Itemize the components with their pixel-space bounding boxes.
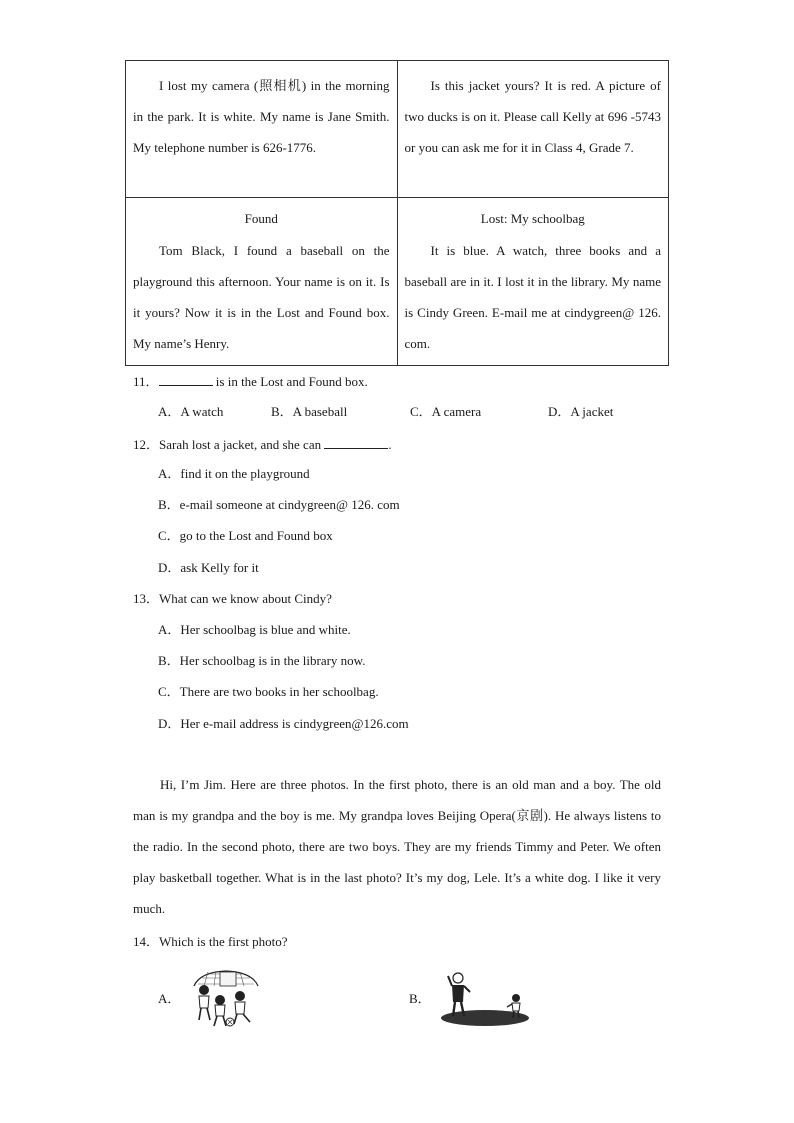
q14-option-a-label[interactable]: A． — [158, 991, 181, 1006]
question-text: What can we know about Cindy? — [159, 591, 332, 606]
question-number: 12． — [133, 437, 160, 452]
q13-option-b[interactable]: B．Her schoolbag is in the library now. — [158, 653, 366, 668]
notice-heading: Found — [244, 211, 278, 226]
notice-found-baseball — [126, 198, 398, 366]
notice-heading: Lost: My schoolbag — [480, 211, 585, 226]
question-number: 14． — [133, 934, 160, 949]
question-number: 13． — [133, 591, 160, 606]
notice-found-jacket — [397, 61, 669, 198]
reading-passage: Hi, I’m Jim. Here are three photos. In the first photo, there is an old man and a boy. The old man is my grandpa and the boy is me. My grandpa loves Beijing Opera(京剧). He always listens to the radio. In the second photo, there are two boys. They are my friends Timmy and Peter. We often play basketball together. What is in the last photo? It’s my dog, Lele. It’s a white dog. I like it very much. — [133, 777, 661, 916]
q11-option-b[interactable]: B．A baseball — [271, 404, 348, 419]
question-14 — [133, 933, 288, 951]
q12-option-d[interactable]: D．ask Kelly for it — [158, 560, 259, 575]
notice-text: I lost my camera (照相机) in the morning in the park. It is white. My name is Jane Smith. My telephone number is 626-1776. — [133, 78, 390, 155]
notice-text: Is this jacket yours? It is red. A picture of two ducks is on it. Please call Kelly at 696 -5743 or you can ask me for it in Class 4, Grade 7. — [404, 78, 661, 155]
q11-option-a[interactable]: A．A watch — [158, 404, 224, 419]
question-number: 11． — [133, 374, 159, 389]
question-13 — [133, 590, 332, 608]
question-end: . — [388, 437, 392, 452]
question-12 — [133, 434, 392, 454]
q13-option-d[interactable]: D．Her e-mail address is cindygreen@126.com — [158, 716, 409, 731]
q12-option-b[interactable]: B．e-mail someone at cindygreen@ 126. com — [158, 497, 400, 512]
notice-lost-camera — [126, 61, 398, 198]
answer-blank[interactable] — [159, 371, 213, 386]
notice-text: It is blue. A watch, three books and a baseball are in it. I lost it in the library. My name is Cindy Green. E-mail me at cindygreen@ 126. com. — [404, 243, 661, 351]
children-playing-football-picture[interactable] — [190, 968, 262, 1030]
q11-option-c[interactable]: C．A camera — [410, 404, 482, 419]
question-text: Sarah lost a jacket, and she can — [159, 437, 325, 452]
notice-lost-schoolbag — [397, 198, 669, 366]
q13-option-c[interactable]: C．There are two books in her schoolbag. — [158, 684, 379, 699]
answer-blank[interactable] — [324, 434, 388, 449]
question-text: is in the Lost and Found box. — [212, 374, 368, 389]
q12-option-c[interactable]: C．go to the Lost and Found box — [158, 528, 333, 543]
question-11 — [133, 371, 368, 391]
q14-option-b-label[interactable]: B． — [409, 991, 431, 1006]
q11-option-d[interactable]: D．A jacket — [548, 404, 614, 419]
q13-option-a[interactable]: A．Her schoolbag is blue and white. — [158, 622, 351, 637]
old-man-and-child-picture[interactable] — [440, 970, 530, 1028]
notice-text: Tom Black, I found a baseball on the playground this afternoon. Your name is on it. Is it yours? Now it is in the Lost and Found box. My name’s Henry. — [133, 243, 390, 351]
q12-option-a[interactable]: A．find it on the playground — [158, 466, 310, 481]
question-text: Which is the first photo? — [159, 934, 288, 949]
notices-table — [125, 60, 669, 366]
